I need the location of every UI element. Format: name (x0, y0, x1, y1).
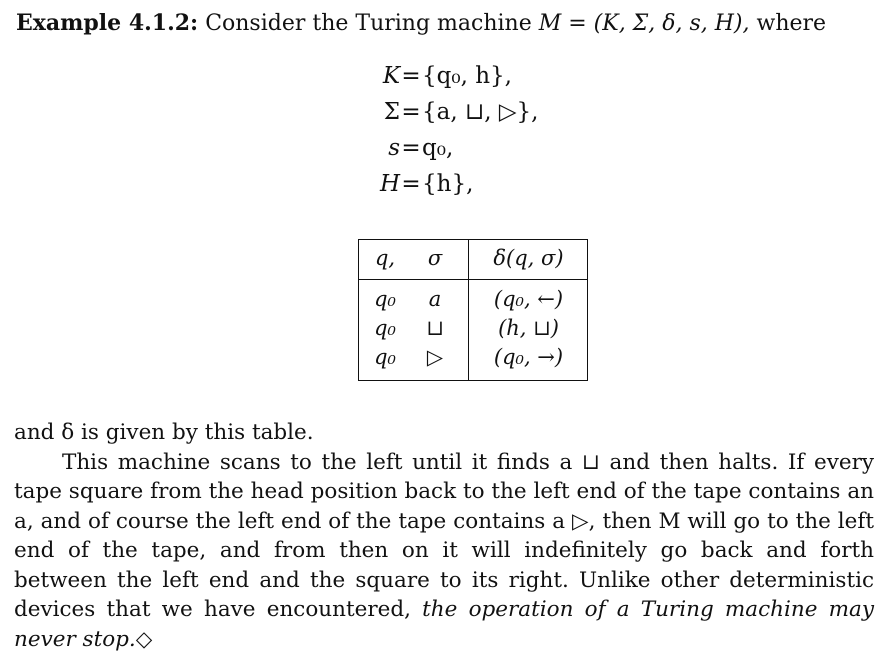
definition-rhs: {h}, (422, 166, 473, 202)
definition-rhs: {a, ⊔, ▷}, (422, 94, 539, 130)
table-header-symbol: σ (415, 246, 455, 270)
definition-equals: = (400, 166, 422, 202)
definition-row (362, 58, 539, 94)
table-header-state: q, (365, 246, 405, 270)
table-cell-symbol: a (415, 287, 455, 311)
definition-equals: = (400, 130, 422, 166)
definition-equals: = (400, 94, 422, 130)
table-divider-vertical (468, 240, 469, 380)
transition-table (358, 239, 588, 381)
definition-rhs: {q₀, h}, (422, 58, 512, 94)
definition-row (362, 130, 539, 166)
explanation-paragraph (14, 448, 874, 654)
table-caption-line: and δ is given by this table. (14, 418, 874, 448)
table-cell-symbol: ⊔ (415, 316, 455, 340)
table-cell-state: q₀ (365, 287, 405, 311)
example-intro (16, 8, 826, 39)
table-divider-horizontal (359, 279, 587, 280)
intro-text: Consider the Turing machine (205, 11, 532, 36)
table-header-transition: δ(q, σ) (471, 246, 586, 270)
emphasis-text: the operation of a Turing machine may never stop. (14, 597, 874, 652)
definition-equals: = (400, 58, 422, 94)
explanation-text: This machine scans to the left until it finds a ⊔ and then halts. If every tape square from the head position back to the left end of the tape contains an a, and of course the left end of the tape contains a ▷, then M will go to the left end of the tape, and from then on it will indefinitely go back and forth between the left end and the square to its right. Unlike other deterministic devices that we have encountered, (14, 450, 874, 623)
definition-lhs: Σ (362, 94, 400, 130)
machine-definitions (362, 58, 539, 202)
example-label: Example 4.1.2: (16, 10, 198, 36)
body-text (14, 418, 874, 654)
table-cell-transition: (h, ⊔) (471, 316, 586, 340)
table-cell-transition: (q₀, ←) (471, 287, 586, 311)
definition-lhs: K (362, 58, 400, 94)
table-cell-state: q₀ (365, 316, 405, 340)
table-cell-transition: (q₀, →) (471, 345, 586, 369)
end-of-example-icon: ◇ (136, 627, 153, 652)
definition-row (362, 166, 539, 202)
definition-lhs: H (362, 166, 400, 202)
machine-tuple: M = (K, Σ, δ, s, H), (539, 11, 750, 36)
table-cell-symbol: ▷ (415, 345, 455, 369)
definition-row (362, 94, 539, 130)
table-cell-state: q₀ (365, 345, 405, 369)
where-word: where (757, 11, 827, 36)
definition-rhs: q₀, (422, 130, 453, 166)
definition-lhs: s (362, 130, 400, 166)
